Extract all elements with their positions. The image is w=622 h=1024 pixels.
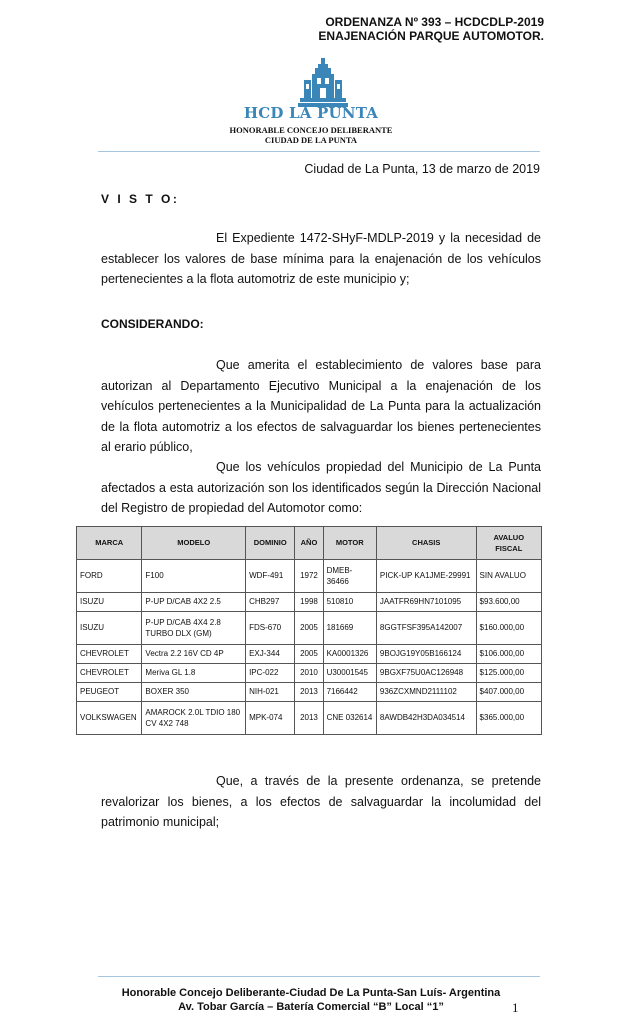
column-header-modelo: MODELO [142,527,246,560]
cell-motor: 510810 [323,593,376,612]
cell-anio: 2013 [295,683,323,702]
cell-marca: CHEVROLET [77,645,142,664]
column-header-dominio: DOMINIO [246,527,295,560]
cell-motor: 7166442 [323,683,376,702]
cell-dominio: FDS-670 [246,612,295,645]
cell-motor: KA0001326 [323,645,376,664]
cell-modelo: P-UP D/CAB 4X2 2.5 [142,593,246,612]
column-header-chasis: CHASIS [376,527,476,560]
cell-avaluo: $93.600,00 [476,593,541,612]
cell-avaluo: $125.000,00 [476,664,541,683]
cell-dominio: EXJ-344 [246,645,295,664]
cell-avaluo: SIN AVALUO [476,560,541,593]
footer-address: Av. Tobar García – Batería Comercial “B” Local “1” [178,1001,444,1013]
column-header-marca: MARCA [77,527,142,560]
cell-dominio: IPC-022 [246,664,295,683]
table-row [77,645,542,664]
table-header-row [77,527,542,560]
table-row [77,683,542,702]
page-number: 1 [512,1000,519,1015]
cell-chasis: 8AWDB42H3DA034514 [376,702,476,735]
cell-modelo: F100 [142,560,246,593]
footer-divider [98,976,540,977]
cell-anio: 2010 [295,664,323,683]
cell-chasis: PICK-UP KA1JME-29991 [376,560,476,593]
visto-heading: V I S T O: [101,192,180,206]
considerando-paragraph-2: Que los vehículos propiedad del Municipio de La Punta afectados a esta autorización son los identificados según la Dirección Nacional del Registro de propiedad del Automotor como: [101,460,541,515]
cell-dominio: NIH-021 [246,683,295,702]
cell-avaluo: $365.000,00 [476,702,541,735]
cell-dominio: WDF-491 [246,560,295,593]
cell-modelo: P-UP D/CAB 4X4 2.8 TURBO DLX (GM) [142,612,246,645]
header-divider [98,151,540,152]
institution-city: CIUDAD DE LA PUNTA [264,135,358,145]
vehicles-table [76,526,542,735]
column-header-anio: AÑO [295,527,323,560]
cell-marca: FORD [77,560,142,593]
ordinance-title: ENAJENACIÓN PARQUE AUTOMOTOR. [318,29,544,43]
cell-avaluo: $407.000,00 [476,683,541,702]
cell-dominio: MPK-074 [246,702,295,735]
cell-anio: 2005 [295,612,323,645]
cell-chasis: 936ZCXMND2111102 [376,683,476,702]
table-row [77,702,542,735]
cell-modelo: AMAROCK 2.0L TDIO 180 CV 4X2 748 [142,702,246,735]
column-header-avaluo: AVALUO FISCAL [476,527,541,560]
logo-wordmark: HCD LA PUNTA [243,104,379,122]
cell-anio: 1998 [295,593,323,612]
building-logo-icon [298,56,348,108]
document-date: Ciudad de La Punta, 13 de marzo de 2019 [304,162,540,176]
cell-marca: CHEVROLET [77,664,142,683]
ordinance-number: ORDENANZA Nº 393 – HCDCDLP-2019 [325,15,544,29]
cell-motor: CNE 032614 [323,702,376,735]
cell-chasis: 9BOJG19Y05B166124 [376,645,476,664]
cell-modelo: Meriva GL 1.8 [142,664,246,683]
cell-motor: U30001545 [323,664,376,683]
column-header-motor: MOTOR [323,527,376,560]
institution-name: HONORABLE CONCEJO DELIBERANTE [229,125,393,135]
table-row [77,560,542,593]
cell-anio: 2005 [295,645,323,664]
footer-institution: Honorable Concejo Deliberante-Ciudad De La Punta-San Luís- Argentina [121,987,501,999]
cell-marca: VOLKSWAGEN [77,702,142,735]
cell-avaluo: $106.000,00 [476,645,541,664]
cell-motor: 181669 [323,612,376,645]
cell-motor: DMEB-36466 [323,560,376,593]
cell-chasis: 9BGXF75U0AC126948 [376,664,476,683]
cell-anio: 2013 [295,702,323,735]
cell-chasis: 8GGTFSF395A142007 [376,612,476,645]
cell-dominio: CHB297 [246,593,295,612]
cell-marca: ISUZU [77,593,142,612]
cell-avaluo: $160.000,00 [476,612,541,645]
considerando-paragraph-3: Que, a través de la presente ordenanza, se pretende revalorizar los bienes, a los efectos de salvaguardar la incolumidad del patrimonio municipal; [101,774,541,829]
cell-marca: ISUZU [77,612,142,645]
table-row [77,593,542,612]
table-row [77,612,542,645]
cell-modelo: BOXER 350 [142,683,246,702]
considerando-heading: CONSIDERANDO: [101,317,204,331]
cell-chasis: JAATFR69HN7101095 [376,593,476,612]
cell-anio: 1972 [295,560,323,593]
cell-modelo: Vectra 2.2 16V CD 4P [142,645,246,664]
considerando-paragraph-1: Que amerita el establecimiento de valores base para autorizan al Departamento Ejecutivo Municipal a la enajenación de los vehículos pertenecientes a la Municipalidad de La Punta para la actualización de la flota automotriz a los efectos de salvaguardar los bienes pertenecientes al erario público, [101,358,541,454]
visto-paragraph: El Expediente 1472-SHyF-MDLP-2019 y la necesidad de establecer los valores de base mínima para la enajenación de los vehículos pertenecientes a la flota automotriz de este municipio y; [101,231,541,286]
cell-marca: PEUGEOT [77,683,142,702]
table-row [77,664,542,683]
